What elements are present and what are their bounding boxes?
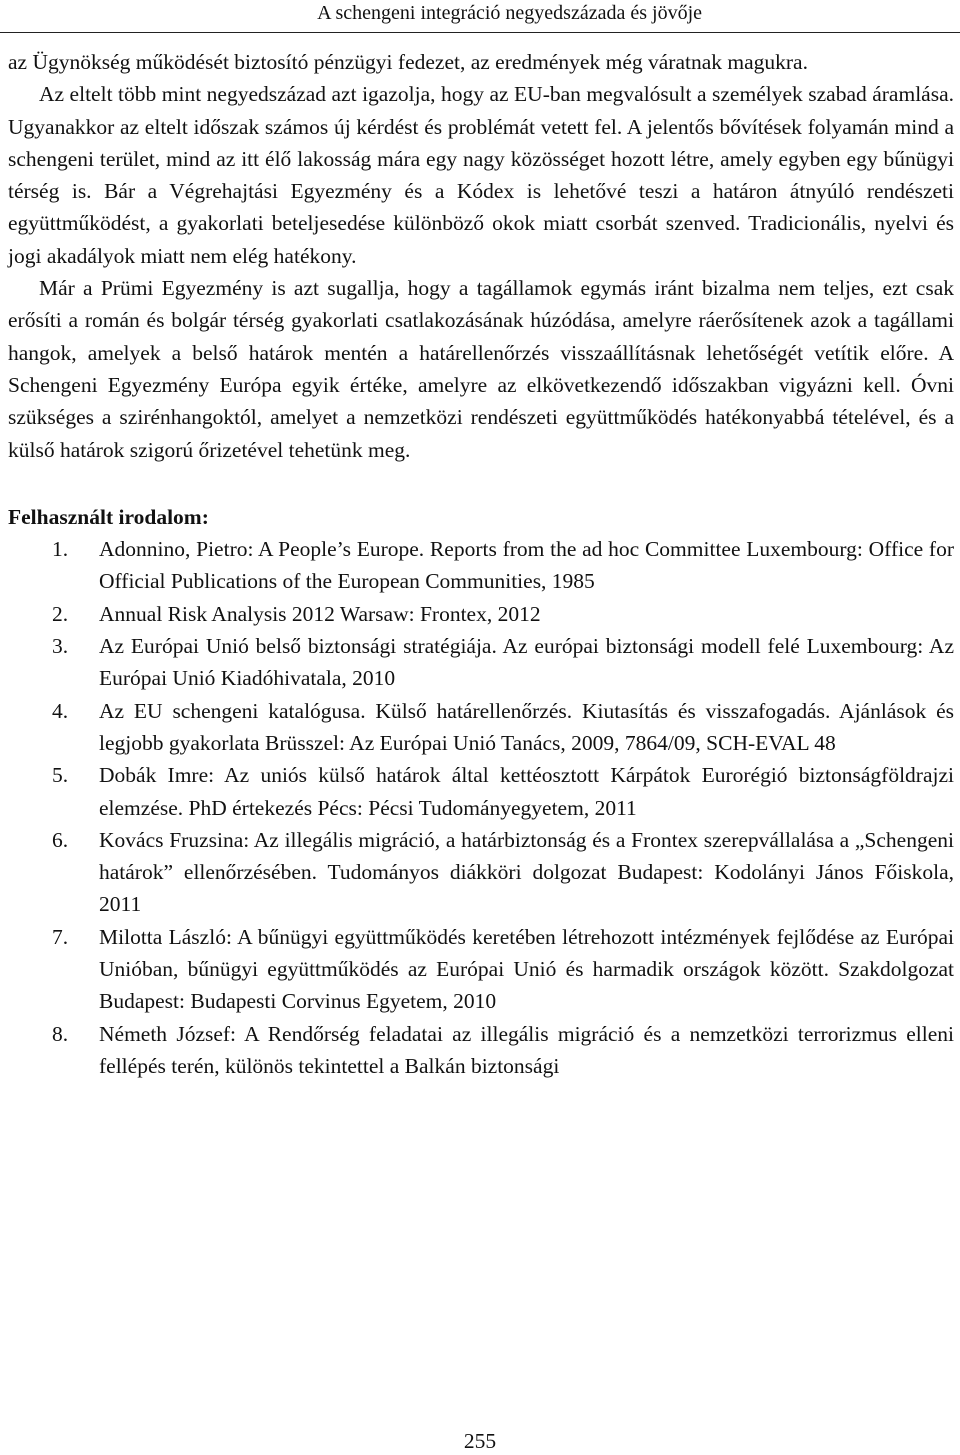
paragraph-conclusion: Már a Prümi Egyezmény is azt sugallja, hogy a tagállamok egymás iránt bizalma nem teljes, ezt csak erősíti a román és bolgár térség gyakorlati csatlakozásának húzódása, amelyre ráerősítenek azok a tagállami hangok, amelyek a belső határok mentén a határellenőrzés visszaállításnak lehetőségét vetítik előre. A Schengeni Egyezmény Európa egyik értéke, amelyre az elkövetkezendő időszakban vigyázni kell. Óvni szükséges a szirénhangoktól, amelyet a nemzetközi rendészeti együttműködés hatékonyabbá tételével, és a külső határok szigorú őrizetével tehetünk meg. (8, 276, 954, 462)
reference-text: Németh József: A Rendőrség feladatai az illegális migráció és a nemzetközi terrorizmus elleni fellépés terén, különös tekintettel a Balkán biztonsági (99, 1021, 954, 1078)
paragraph-summary: Az eltelt több mint negyedszázad azt igazolja, hogy az EU-ban megvalósult a személyek szabad áramlása. Ugyanakkor az eltelt időszak számos új kérdést és problémát vetett fel. A jelentős bővítések folyamán mind a schengeni terület, mind az itt élő lakosság mára egy nagy közösséget hozott létre, amely egyben egy bűnügyi térség is. Bár a Végrehajtási Egyezmény és a Kódex is lehetővé teszi a határon átnyúló rendészeti együttműködést, a gyakorlati beteljesedése különböző okok miatt csorbát szenved. Tradicionális, nyelvi és jogi akadályok miatt nem elég hatékony. (8, 82, 954, 268)
reference-number: 7. (52, 924, 69, 949)
page-number: 255 (463, 1429, 497, 1453)
reference-item (8, 824, 954, 921)
reference-number: 6. (52, 827, 69, 852)
reference-number: 2. (52, 601, 69, 626)
reference-text: Kovács Fruzsina: Az illegális migráció, a határbiztonság és a Frontex szerepvállalása a „Schengeni határok” ellenőrzésében. Tudományos diákköri dolgozat Budapest: Kodolányi János Főiskola, 2011 (99, 827, 954, 917)
references-list (8, 533, 954, 1082)
reference-text: Dobák Imre: Az uniós külső határok által kettéosztott Kárpátok Eurorégió biztonságföldrajzi elemzése. PhD értekezés Pécs: Pécsi Tudományegyetem, 2011 (99, 763, 954, 820)
reference-item (8, 598, 954, 630)
reference-text: Az Európai Unió belső biztonsági stratégiája. Az európai biztonsági modell felé Luxembourg: Az Európai Unió Kiadóhivatala, 2010 (99, 634, 954, 691)
reference-item (8, 921, 954, 1018)
references-heading: Felhasznált irodalom: (8, 504, 209, 529)
running-header: A schengeni integráció negyedszázada és jövője (317, 2, 702, 24)
reference-number: 4. (52, 698, 69, 723)
reference-item (8, 630, 954, 695)
reference-item (8, 759, 954, 824)
header-rule (0, 32, 960, 33)
reference-text: Az EU schengeni katalógusa. Külső határellenőrzés. Kiutasítás és visszafogadás. Ajánlások és legjobb gyakorlata Brüsszel: Az Európai Unió Tanács, 2009, 7864/09, SCH-EVAL 48 (99, 698, 954, 755)
reference-text: Annual Risk Analysis 2012 Warsaw: Frontex, 2012 (99, 601, 541, 626)
reference-number: 5. (52, 763, 69, 788)
reference-item (8, 695, 954, 760)
reference-text: Adonnino, Pietro: A People’s Europe. Reports from the ad hoc Committee Luxembourg: Office for Official Publications of the European Communities, 1985 (99, 537, 954, 594)
paragraph-continuation: az Ügynökség működését biztosító pénzügyi fedezet, az eredmények még váratnak magukra. (8, 50, 808, 74)
reference-number: 1. (52, 537, 69, 562)
reference-item (8, 1018, 954, 1083)
reference-text: Milotta László: A bűnügyi együttműködés keretében létrehozott intézmények fejlődése az Európai Unióban, bűnügyi együttműködés az Európai Unió és harmadik országok között. Szakdolgozat Budapest: Budapesti Corvinus Egyetem, 2010 (99, 924, 954, 1014)
reference-item (8, 533, 954, 598)
reference-number: 3. (52, 634, 69, 659)
body-text (8, 46, 954, 1082)
reference-number: 8. (52, 1021, 69, 1046)
